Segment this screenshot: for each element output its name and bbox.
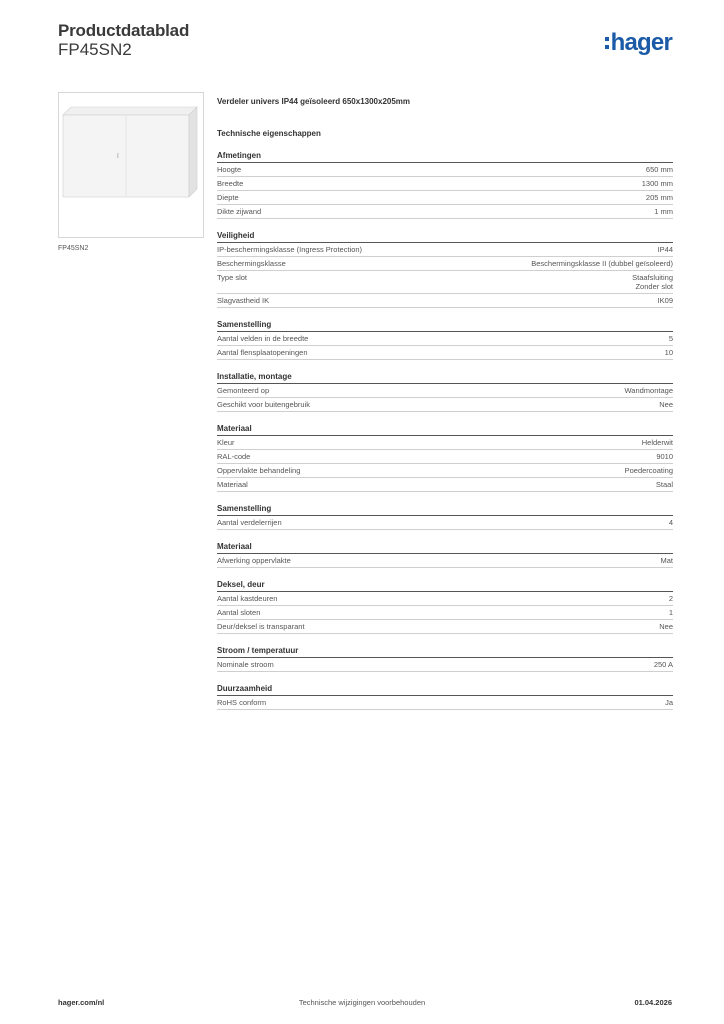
spec-value: Beschermingsklasse II (dubbel geïsoleerd) <box>531 259 673 268</box>
spec-label: Materiaal <box>217 480 248 489</box>
spec-value: 5 <box>668 334 673 343</box>
spec-group-title: Stroom / temperatuur <box>217 645 673 658</box>
spec-value: 1300 mm <box>641 179 673 188</box>
spec-group <box>217 150 673 219</box>
spec-group-title: Materiaal <box>217 541 673 554</box>
product-code: FP45SN2 <box>58 40 132 59</box>
spec-row <box>217 243 673 257</box>
spec-row <box>217 163 673 177</box>
spec-row <box>217 464 673 478</box>
product-image <box>58 92 204 238</box>
spec-group <box>217 541 673 568</box>
spec-value: Staafsluiting Zonder slot <box>632 273 673 291</box>
footer-date: 01.04.2026 <box>634 998 672 1007</box>
spec-label: Oppervlakte behandeling <box>217 466 301 475</box>
spec-label: Diepte <box>217 193 239 202</box>
spec-label: RoHS conform <box>217 698 267 707</box>
spec-row <box>217 516 673 530</box>
product-name: Verdeler univers IP44 geïsoleerd 650x1300x205mm <box>217 97 411 106</box>
spec-row <box>217 294 673 308</box>
section-heading: Technische eigenschappen <box>217 129 321 138</box>
spec-row <box>217 257 673 271</box>
page-title: Productdatablad <box>58 21 190 40</box>
spec-value: 4 <box>668 518 673 527</box>
spec-group-title: Deksel, deur <box>217 579 673 592</box>
spec-value: IP44 <box>657 245 673 254</box>
spec-group <box>217 683 673 710</box>
spec-group <box>217 645 673 672</box>
spec-row <box>217 436 673 450</box>
spec-label: Beschermingsklasse <box>217 259 286 268</box>
spec-groups <box>217 150 673 710</box>
spec-row <box>217 592 673 606</box>
spec-value: 205 mm <box>645 193 673 202</box>
spec-row <box>217 191 673 205</box>
hager-logo: hager <box>605 29 672 57</box>
spec-group-title: Afmetingen <box>217 150 673 163</box>
spec-group-title: Installatie, montage <box>217 371 673 384</box>
spec-label: Gemonteerd op <box>217 386 270 395</box>
spec-value: 650 mm <box>645 165 673 174</box>
spec-group <box>217 319 673 360</box>
footer-disclaimer: Technische wijzigingen voorbehouden <box>298 998 426 1007</box>
spec-row <box>217 620 673 634</box>
spec-value: Wandmontage <box>624 386 673 395</box>
spec-row <box>217 398 673 412</box>
spec-row <box>217 478 673 492</box>
spec-group <box>217 503 673 530</box>
footer-website: hager.com/nl <box>58 998 105 1007</box>
spec-value: Helderwit <box>641 438 673 447</box>
spec-row <box>217 554 673 568</box>
specifications <box>217 97 673 710</box>
spec-row <box>217 205 673 219</box>
spec-label: Geschikt voor buitengebruik <box>217 400 310 409</box>
spec-group-title: Veiligheid <box>217 230 673 243</box>
spec-value: 2 <box>668 594 673 603</box>
logo-colon-icon <box>605 37 609 49</box>
spec-label: Hoogte <box>217 165 242 174</box>
image-caption: FP45SN2 <box>58 245 89 252</box>
spec-group-title: Duurzaamheid <box>217 683 673 696</box>
spec-group <box>217 423 673 492</box>
spec-label: Nominale stroom <box>217 660 274 669</box>
spec-row <box>217 696 673 710</box>
spec-group <box>217 371 673 412</box>
spec-value: Mat <box>660 556 673 565</box>
spec-value: 10 <box>664 348 673 357</box>
cabinet-illustration-icon <box>59 93 203 237</box>
spec-label: Type slot <box>217 273 248 282</box>
spec-label: Aantal velden in de breedte <box>217 334 309 343</box>
spec-value: 1 mm <box>654 207 673 216</box>
spec-label: Aantal kastdeuren <box>217 594 278 603</box>
spec-label: Slagvastheid IK <box>217 296 270 305</box>
spec-label: Deur/deksel is transparant <box>217 622 305 631</box>
spec-value: 9010 <box>656 452 673 461</box>
spec-row <box>217 346 673 360</box>
spec-value: Ja <box>665 698 673 707</box>
spec-group <box>217 230 673 308</box>
spec-row <box>217 332 673 346</box>
spec-value: Poedercoating <box>624 466 673 475</box>
spec-value: Nee <box>659 400 673 409</box>
spec-value: Staal <box>655 480 673 489</box>
spec-group <box>217 579 673 634</box>
spec-row <box>217 384 673 398</box>
spec-group-title: Materiaal <box>217 423 673 436</box>
spec-row <box>217 658 673 672</box>
spec-row <box>217 606 673 620</box>
spec-label: Aantal sloten <box>217 608 261 617</box>
spec-value: IK09 <box>657 296 673 305</box>
spec-label: Kleur <box>217 438 235 447</box>
spec-row <box>217 271 673 294</box>
spec-label: IP-beschermingsklasse (Ingress Protection) <box>217 245 363 254</box>
spec-label: RAL-code <box>217 452 251 461</box>
spec-value: 1 <box>668 608 673 617</box>
spec-label: Aantal flensplaatopeningen <box>217 348 308 357</box>
spec-group-title: Samenstelling <box>217 319 673 332</box>
spec-row <box>217 450 673 464</box>
spec-value: 250 A <box>653 660 673 669</box>
spec-row <box>217 177 673 191</box>
spec-value: Nee <box>659 622 673 631</box>
spec-label: Aantal verdelerrijen <box>217 518 282 527</box>
spec-label: Afwerking oppervlakte <box>217 556 291 565</box>
spec-label: Dikte zijwand <box>217 207 262 216</box>
spec-group-title: Samenstelling <box>217 503 673 516</box>
spec-label: Breedte <box>217 179 244 188</box>
